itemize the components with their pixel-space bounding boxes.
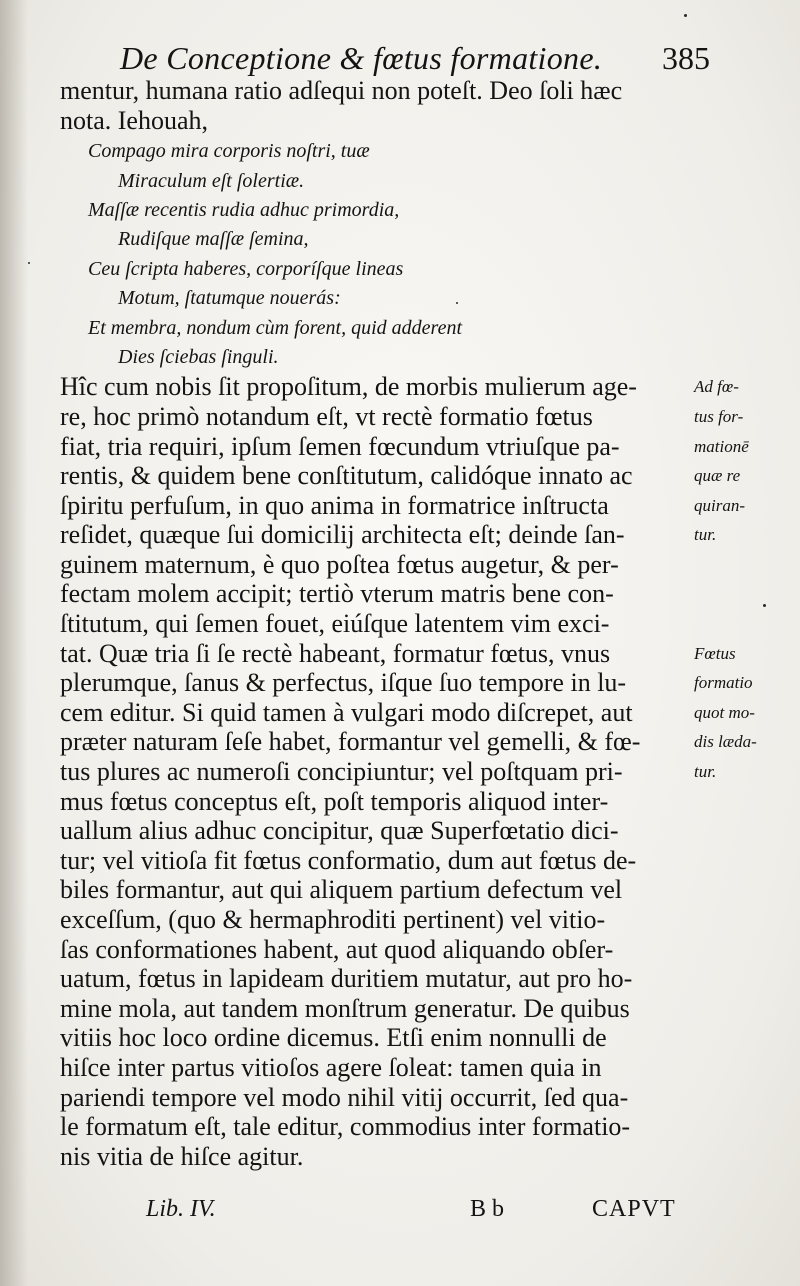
margin-note-line: dis læda- <box>694 732 757 752</box>
body-text <box>60 76 688 1171</box>
book-signature: Lib. IV. <box>146 1196 216 1222</box>
text-line: biles formantur, aut qui aliquem partium defectum vel <box>60 875 623 905</box>
text-line: cem editur. Si quid tamen à vulgari modo diſcrepet, aut <box>60 697 633 727</box>
opening-lines <box>60 76 688 135</box>
text-line: exceſſum, (quo & hermaphroditi pertinent) vel vitio- <box>60 905 606 934</box>
text-line: nota. Iehouah, <box>60 105 209 135</box>
signature-mark: B b <box>470 1196 505 1222</box>
margin-note-line: quot mo- <box>694 702 755 722</box>
text-line: reſidet, quæque ſui domicilij architecta eſt; deinde ſan- <box>60 520 625 550</box>
page-footer <box>60 1196 700 1232</box>
text-line: nis vitia de hiſce agitur. <box>60 1141 304 1171</box>
poem-block <box>60 137 688 372</box>
text-line: pariendi tempore vel modo nihil vitij occurrit, ſed qua- <box>60 1082 629 1112</box>
poem-verse: Maſſæ recentis rudia adhuc primordia, <box>88 198 400 221</box>
running-title: De Conceptione & fœtus formatione. <box>120 40 603 76</box>
text-line: mentur, humana ratio adſequi non poteſt. Deo ſoli hæc <box>60 76 623 105</box>
text-line: fiat, tria requiri, ipſum ſemen fœcundum vtriuſque pa- <box>60 431 620 461</box>
text-line: uallum alius adhuc concipitur, quæ Superfœtatio dici- <box>60 816 619 846</box>
text-line: ſtitutum, qui ſemen fouet, eiúſque latentem vim exci- <box>60 609 610 639</box>
ink-fleck <box>684 14 687 17</box>
poem-verse: Motum, ſtatumque nouerás: <box>118 287 341 310</box>
margin-note-line: quiran- <box>694 495 745 515</box>
text-line: tat. Quæ tria ſi ſe rectè habeant, formatur fœtus, vnus <box>60 638 611 668</box>
text-line: tus plures ac numeroſi concipiuntur; vel poſtquam pri- <box>60 757 623 787</box>
text-line: vitiis hoc loco ordine dicemus. Etſi enim nonnulli de <box>60 1023 607 1053</box>
text-line: ſpiritu perfuſum, in quo anima in formatrice inſtructa <box>60 490 609 520</box>
margin-note <box>694 372 794 550</box>
margin-note-line: mationē <box>694 436 749 456</box>
page-number: 385 <box>662 40 710 76</box>
catchword: CAPVT <box>592 1196 676 1222</box>
poem-verse: Dies ſciebas ſinguli. <box>118 345 279 368</box>
margin-note-line: quæ re <box>694 466 741 486</box>
text-line: mine mola, aut tandem monſtrum generatur. De quibus <box>60 993 630 1023</box>
ink-fleck <box>763 604 766 607</box>
text-line: plerumque, ſanus & perfectus, iſque ſuo tempore in lu- <box>60 668 627 698</box>
poem-verse: Compago mira corporis noſtri, tuæ <box>88 140 370 163</box>
poem-verse: Et membra, nondum cùm forent, quid adderent <box>88 316 463 339</box>
margin-note-line: Ad fœ- <box>694 377 739 397</box>
text-line: tur; vel vitioſa fit fœtus conformatio, dum aut fœtus de- <box>60 845 637 875</box>
margin-note <box>694 639 794 787</box>
text-line: rentis, & quidem bene conſtitutum, calidóque innato ac <box>60 461 633 491</box>
text-line: hiſce inter partus vitioſos agere ſoleat: tamen quia in <box>60 1052 602 1082</box>
poem-verse: Ceu ſcripta haberes, corporíſque lineas <box>88 257 404 280</box>
margin-note-line: tur. <box>694 762 717 782</box>
text-line: mus fœtus conceptus eſt, poſt temporis aliquod inter- <box>60 786 609 816</box>
text-line: Hîc cum nobis ſit propoſitum, de morbis mulierum age- <box>60 372 637 402</box>
text-line: re, hoc primò notandum eſt, vt rectè formatio fœtus <box>60 401 593 431</box>
text-line: præter naturam ſeſe habet, formantur vel gemelli, & fœ- <box>60 727 641 757</box>
margin-note-line: Fœtus <box>694 643 736 663</box>
ink-fleck <box>28 262 30 264</box>
text-line: guinem maternum, è quo poſtea fœtus augetur, & per- <box>60 549 619 579</box>
main-paragraph <box>60 372 688 1171</box>
margin-note-line: formatio <box>694 673 753 693</box>
text-line: uatum, fœtus in lapideam duritiem mutatur, aut pro ho- <box>60 964 633 994</box>
ink-fleck <box>456 302 458 304</box>
gutter-shadow <box>0 0 28 1286</box>
margin-note-line: tur. <box>694 525 717 545</box>
text-line: fectam molem accipit; tertiò vterum matris bene con- <box>60 579 614 609</box>
poem-verse: Miraculum eſt ſolertiæ. <box>118 169 305 192</box>
text-line: ſas conformationes habent, aut quod aliquando obſer- <box>60 934 614 964</box>
margin-note-line: tus for- <box>694 406 744 426</box>
poem-verse: Rudiſque maſſæ ſemina, <box>118 228 309 251</box>
text-line: le formatum eſt, tale editur, commodius inter formatio- <box>60 1112 631 1142</box>
